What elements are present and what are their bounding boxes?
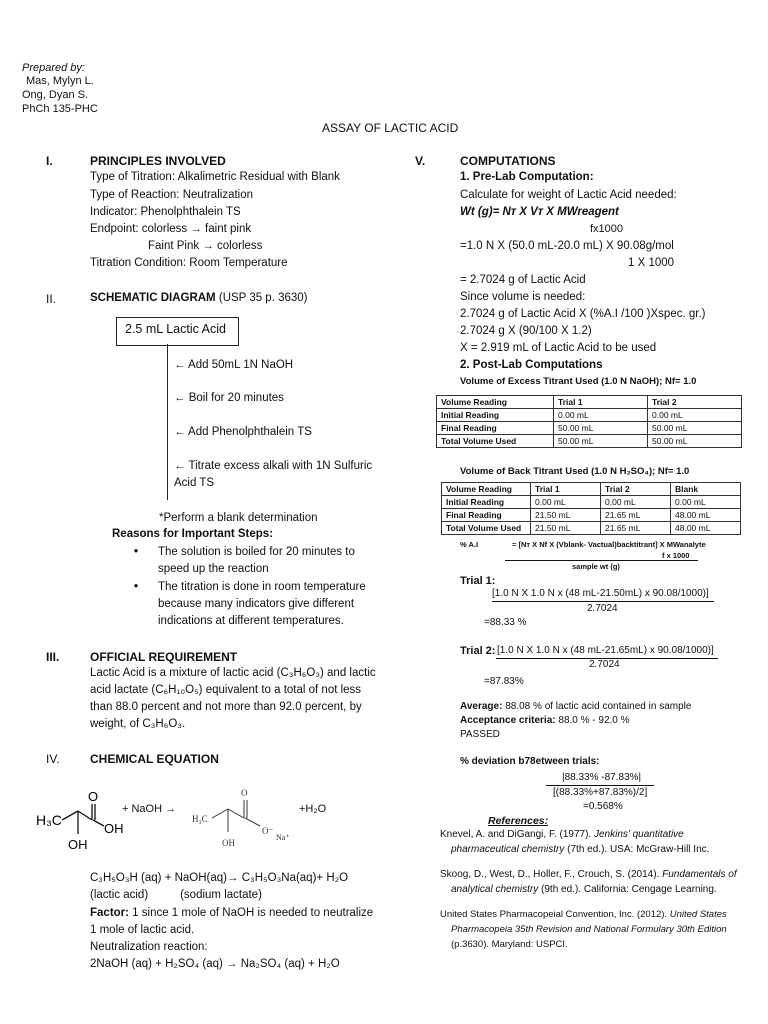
deviation-denominator: [(88.33%+87.83%)/2]	[553, 787, 648, 798]
table-cell: 50.00 mL	[554, 435, 648, 448]
schematic-step: ← Add 50mL 1N NaOH	[174, 359, 294, 371]
trial2-denominator: 2.7024	[589, 659, 620, 670]
pre-lab-line: =1.0 N X (50.0 mL-20.0 mL) X 90.08g/mol	[460, 240, 674, 252]
reasons-heading: Reasons for Important Steps:	[112, 528, 274, 540]
sec3-heading: OFFICIAL REQUIREMENT	[90, 650, 238, 664]
sec1-heading: PRINCIPLES INVOLVED	[90, 154, 226, 168]
table-header-cell: Volume Reading	[442, 483, 531, 496]
sec3-num: III.	[46, 650, 60, 664]
table-cell: 48.00 mL	[671, 522, 741, 535]
deviation-numerator: |88.33% -87.83%|	[562, 772, 642, 783]
formula-den-2: sample wt (g)	[572, 562, 620, 571]
struct2-na: Na⁺	[276, 833, 290, 842]
sodium-lactate-structure	[186, 778, 296, 854]
table-row	[442, 522, 741, 535]
factor-line-2: 1 mole of lactic acid.	[90, 924, 195, 936]
reference-2-cont	[451, 884, 717, 895]
trial1-denominator: 2.7024	[587, 603, 618, 614]
passed-label: PASSED	[460, 729, 500, 740]
ref1-title: Jenkins' quantitative	[593, 829, 684, 840]
table-row	[437, 435, 742, 448]
reference-3-cont: Pharmacopeia 35th Revision and National Formulary 30th Edition	[451, 924, 727, 935]
sec5-num: V.	[415, 154, 426, 168]
struct2-h3c: H₃C	[192, 814, 208, 824]
table-cell: 50.00 mL	[554, 422, 648, 435]
table-cell: 0.00 mL	[554, 409, 648, 422]
trial1-label: Trial 1:	[460, 575, 496, 587]
ref1-title-cont: pharmaceutical chemistry	[451, 844, 565, 855]
sec2-heading-line	[90, 292, 308, 304]
author-2: Ong, Dyan S.	[22, 89, 89, 101]
table-cell: Final Reading	[442, 509, 531, 522]
formula-lhs: % A.I	[460, 540, 479, 549]
plus-naoh: + NaOH →	[122, 803, 177, 815]
table-cell: 0.00 mL	[601, 496, 671, 509]
table-cell: 50.00 mL	[648, 435, 742, 448]
sec2-num: II.	[46, 292, 57, 306]
table-cell: 21.65 mL	[601, 522, 671, 535]
lactic-acid-structure	[34, 782, 134, 856]
struct2-o-minus: O⁻	[262, 826, 274, 836]
acceptance-line	[460, 715, 630, 726]
ref3-title: United States	[669, 909, 727, 920]
table-cell: Total Volume Used	[442, 522, 531, 535]
table-cell: 50.00 mL	[648, 422, 742, 435]
schematic-box-label: 2.5 mL Lactic Acid	[125, 322, 226, 336]
prepared-by-label: Prepared by:	[22, 62, 85, 74]
pre-lab-formula-den: fx1000	[590, 223, 624, 235]
struct-h3c: H₃C	[36, 812, 62, 828]
reason-item-cont: because many indicators give different	[158, 598, 355, 610]
course-code: PhCh 135-PHC	[22, 103, 98, 115]
ref2-part: Skoog, D., West, D., Holler, F., Crouch, S. (2014).	[440, 869, 663, 880]
excess-titrant-heading: Volume of Excess Titrant Used (1.0 N NaOH); Nf= 1.0	[460, 376, 697, 387]
pre-lab-line: 2.7024 g of Lactic Acid X (%A.I /100 )Xspec. gr.)	[460, 308, 706, 320]
author-1: Mas, Mylyn L.	[26, 75, 94, 87]
blank-determination-note: *Perform a blank determination	[159, 512, 318, 524]
table-row	[442, 509, 741, 522]
schematic-flow-line	[167, 344, 168, 500]
acceptance-value: 88.0 % - 92.0 %	[558, 715, 630, 726]
trial1-numerator: [1.0 N X 1.0 N x (48 mL-21.50mL) x 90.08/1000)]	[492, 588, 709, 599]
formula-rhs: = [Nᴛ X Nf X (Vblank- Vactual)backtitrant] X MWanalyte	[512, 540, 706, 549]
ref2-title: Fundamentals of	[662, 869, 737, 880]
table-cell: 21.50 mL	[531, 509, 601, 522]
reference-3-pub: (p.3630). Maryland: USPCI.	[451, 939, 568, 950]
pre-lab-line: Since volume is needed:	[460, 291, 586, 303]
formula-fraction-bar	[505, 560, 698, 561]
table-row	[437, 422, 742, 435]
trial2-result: =87.83%	[484, 676, 524, 687]
pre-lab-formula: Wt (g)= Nᴛ X Vᴛ X MWreagent	[460, 206, 619, 218]
factor-label: Factor:	[90, 907, 129, 919]
sec4-heading: CHEMICAL EQUATION	[90, 752, 219, 766]
ref1-pub: (7th ed.). USA: McGraw-Hill Inc.	[564, 844, 710, 855]
struct2-oh: OH	[222, 838, 235, 848]
table-header-row	[437, 396, 742, 409]
table-cell: Initial Reading	[442, 496, 531, 509]
back-titrant-heading: Volume of Back Titrant Used (1.0 N H₂SO₄); Nf= 1.0	[460, 466, 690, 477]
deviation-fraction-bar	[546, 785, 654, 786]
reference-1-cont	[451, 844, 709, 855]
sec3-line: Lactic Acid is a mixture of lactic acid (C₃H₆O₃) and lactic	[90, 667, 376, 679]
table-header-cell: Trial 1	[554, 396, 648, 409]
struct-o: O	[88, 789, 99, 804]
trial1-fraction-bar	[492, 601, 714, 602]
sec3-line: acid lactate (C₆H₁₀O₅) equivalent to a total of not less	[90, 684, 362, 696]
post-lab-heading: 2. Post-Lab Computations	[460, 359, 603, 371]
page-title: ASSAY OF LACTIC ACID	[322, 121, 459, 135]
sec3-line: weight, of C₃H₆O₃.	[90, 718, 186, 730]
trial2-label: Trial 2:	[460, 645, 496, 657]
reason-item-cont: indications at different temperatures.	[158, 615, 344, 627]
trial2-numerator: [1.0 N X 1.0 N x (48 mL-21.65mL) x 90.08/1000)]	[497, 645, 714, 656]
schematic-step: ← Add Phenolphthalein TS	[174, 426, 312, 438]
deviation-heading: % deviation b78etween trials:	[460, 756, 600, 767]
pre-lab-line-den: 1 X 1000	[628, 257, 675, 269]
excess-titrant-table	[436, 395, 742, 448]
table-row	[437, 409, 742, 422]
table-cell: Total Volume Used	[437, 435, 554, 448]
table-header-cell: Volume Reading	[437, 396, 554, 409]
schematic-step: Acid TS	[174, 477, 215, 489]
sec1-line: Indicator: Phenolphthalein TS	[90, 206, 241, 218]
formula-den-1: f x 1000	[662, 551, 690, 560]
average-line	[460, 701, 691, 712]
ref3-part: United States Pharmacopeial Convention, Inc. (2012).	[440, 909, 670, 920]
reference-2	[440, 869, 737, 880]
references-heading: References:	[488, 815, 549, 827]
pre-lab-line: Calculate for weight of Lactic Acid needed:	[460, 189, 677, 201]
factor-line	[90, 907, 373, 919]
trial1-result: =88.33 %	[484, 617, 527, 628]
struct2-o: O	[241, 788, 248, 798]
table-header-cell: Trial 2	[601, 483, 671, 496]
schematic-step: ← Titrate excess alkali with 1N Sulfuric	[174, 460, 373, 472]
reference-1	[440, 829, 684, 840]
ref1-part: Knevel, A. and DiGangi, F. (1977).	[440, 829, 594, 840]
schematic-step: ← Boil for 20 minutes	[174, 392, 284, 404]
sec1-line: Faint Pink → colorless	[148, 240, 263, 252]
pre-lab-line: X = 2.919 mL of Lactic Acid to be used	[460, 342, 657, 354]
table-header-cell: Blank	[671, 483, 741, 496]
struct-oh-2: OH	[68, 837, 88, 852]
plus-h2o: +H₂O	[299, 803, 327, 815]
table-header-row	[442, 483, 741, 496]
table-row	[442, 496, 741, 509]
table-cell: 0.00 mL	[671, 496, 741, 509]
factor-text: 1 since 1 mole of NaOH is needed to neutralize	[128, 907, 374, 919]
sec1-line: Type of Reaction: Neutralization	[90, 189, 254, 201]
reference-3	[440, 909, 727, 920]
sec5-heading: COMPUTATIONS	[460, 154, 556, 168]
acceptance-label: Acceptance criteria:	[460, 715, 556, 726]
deviation-result: =0.568%	[583, 801, 623, 812]
sec1-num: I.	[46, 154, 53, 168]
struct-oh: OH	[104, 821, 124, 836]
pre-lab-heading: 1. Pre-Lab Computation:	[460, 171, 594, 183]
average-label: Average:	[460, 701, 503, 712]
table-cell: 0.00 mL	[648, 409, 742, 422]
table-header-cell: Trial 2	[648, 396, 742, 409]
table-cell: Final Reading	[437, 422, 554, 435]
sec1-line: Type of Titration: Alkalimetric Residual with Blank	[90, 171, 340, 183]
chem-equation: C₃H₅O₃H (aq) + NaOH(aq)→ C₃H₅O₃Na(aq)+ H₂O	[90, 872, 349, 884]
average-value: 88.08 % of lactic acid contained in sample	[505, 701, 692, 712]
sec3-line: than 88.0 percent and not more than 92.0 percent, by	[90, 701, 362, 713]
pre-lab-line: = 2.7024 g of Lactic Acid	[460, 274, 586, 286]
sec4-num: IV.	[46, 752, 60, 766]
ref2-pub: (9th ed.). California: Cengage Learning.	[538, 884, 717, 895]
table-cell: 0.00 mL	[531, 496, 601, 509]
sec2-heading: SCHEMATIC DIAGRAM	[90, 292, 216, 304]
table-header-cell: Trial 1	[531, 483, 601, 496]
reason-item: • The solution is boiled for 20 minutes to	[158, 546, 355, 558]
table-cell: 21.65 mL	[601, 509, 671, 522]
ref2-title-cont: analytical chemistry	[451, 884, 539, 895]
table-cell: 21.50 mL	[531, 522, 601, 535]
neutralization-heading: Neutralization reaction:	[90, 941, 208, 953]
table-cell: Initial Reading	[437, 409, 554, 422]
back-titrant-table	[441, 482, 741, 535]
reason-item: • The titration is done in room temperature	[158, 581, 366, 593]
sec2-ref: (USP 35 p. 3630)	[218, 292, 308, 304]
table-cell: 48.00 mL	[671, 509, 741, 522]
sec1-line: Endpoint: colorless → faint pink	[90, 223, 252, 235]
neutralization-equation: 2NaOH (aq) + H₂SO₄ (aq) → Na₂SO₄ (aq) + H₂O	[90, 958, 340, 970]
pre-lab-line: 2.7024 g X (90/100 X 1.2)	[460, 325, 592, 337]
sec1-line: Titration Condition: Room Temperature	[90, 257, 288, 269]
chem-equation-names: (lactic acid) (sodium lactate)	[90, 889, 262, 901]
reason-item-cont: speed up the reaction	[158, 563, 269, 575]
